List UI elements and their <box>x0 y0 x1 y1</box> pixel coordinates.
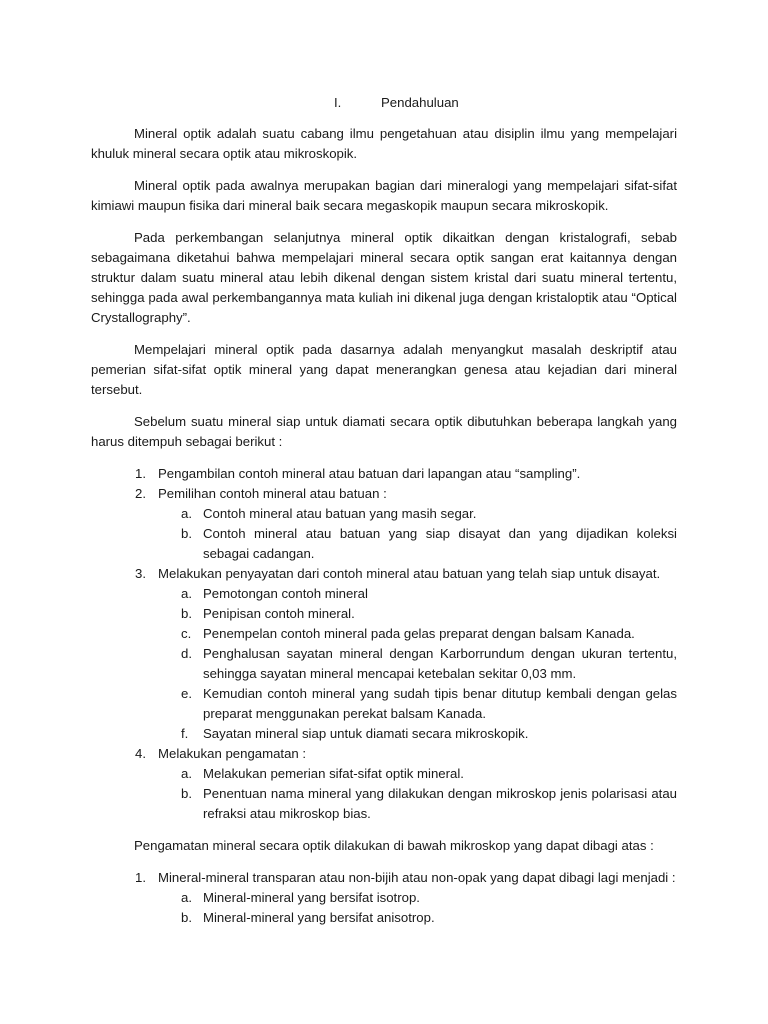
list-item-text: Pengambilan contoh mineral atau batuan dari lapangan atau “sampling”. <box>158 466 581 481</box>
sub-list-item <box>91 624 677 644</box>
paragraph: Mempelajari mineral optik pada dasarnya adalah menyangkut masalah deskriptif atau pemerian sifat-sifat optik mineral yang dapat menerangkan genesa atau kejadian dari mineral tersebut. <box>91 342 677 397</box>
list-marker: 4. <box>135 746 146 761</box>
list-marker: 2. <box>135 486 146 501</box>
list-item-text: Mineral-mineral transparan atau non-bijih atau non-opak yang dapat dibagi lagi menjadi : <box>158 870 676 885</box>
sub-list-item <box>91 504 677 524</box>
paragraph: Mineral optik adalah suatu cabang ilmu pengetahuan atau disiplin ilmu yang mempelajari khuluk mineral secara optik atau mikroskopik. <box>91 126 677 161</box>
document-body <box>91 124 677 940</box>
sub-list-item <box>91 644 677 684</box>
sub-list-item <box>91 684 677 724</box>
sub-list-text: Mineral-mineral yang bersifat anisotrop. <box>203 910 435 925</box>
sub-list-marker: c. <box>181 626 192 641</box>
sub-list-text: Contoh mineral atau batuan yang masih segar. <box>203 506 477 521</box>
list-item-text: Melakukan penyayatan dari contoh mineral atau batuan yang telah siap untuk disayat. <box>158 566 661 581</box>
list-item-text: Pemilihan contoh mineral atau batuan : <box>158 486 387 501</box>
sub-list-item <box>91 908 677 928</box>
sub-list <box>158 504 677 564</box>
sub-list-text: Pemotongan contoh mineral <box>203 586 368 601</box>
sub-list-marker: d. <box>181 646 192 661</box>
list-item <box>91 744 677 824</box>
sub-list-text: Kemudian contoh mineral yang sudah tipis benar ditutup kembali dengan gelas preparat menggunakan perekat balsam Kanada. <box>203 686 677 721</box>
list-item <box>91 484 677 564</box>
sub-list-marker: a. <box>181 586 192 601</box>
observation-list <box>111 868 677 928</box>
sub-list-marker: b. <box>181 910 192 925</box>
sub-list-marker: a. <box>181 506 192 521</box>
sub-list <box>158 584 677 744</box>
list-marker: 1. <box>135 870 146 885</box>
paragraph: Pada perkembangan selanjutnya mineral optik dikaitkan dengan kristalografi, sebab sebagaimana diketahui bahwa mempelajari mineral secara optik sangan erat kaitannya dengan struktur dalam suatu mineral atau lebih dikenal dengan sistem kristal dari suatu mineral tertentu, sehingga pada awal perkembangannya mata kuliah ini dikenal juga dengan kristaloptik atau “Optical Crystallography”. <box>91 230 677 325</box>
sub-list-marker: b. <box>181 606 192 621</box>
sub-list-text: Penipisan contoh mineral. <box>203 606 355 621</box>
list-item-text: Melakukan pengamatan : <box>158 746 307 761</box>
list-item <box>91 564 677 744</box>
sub-list-text: Penempelan contoh mineral pada gelas preparat dengan balsam Kanada. <box>203 626 635 641</box>
sub-list-item <box>91 888 677 908</box>
sub-list <box>158 764 677 824</box>
sub-list-text: Sayatan mineral siap untuk diamati secara mikroskopik. <box>203 726 529 741</box>
sub-list <box>158 888 677 928</box>
sub-list-text: Mineral-mineral yang bersifat isotrop. <box>203 890 420 905</box>
sub-list-marker: b. <box>181 526 192 541</box>
sub-list-marker: e. <box>181 686 192 701</box>
sub-list-item <box>91 524 677 564</box>
sub-list-text: Melakukan pemerian sifat-sifat optik mineral. <box>203 766 464 781</box>
steps-list <box>111 464 677 824</box>
sub-list-item <box>91 604 677 624</box>
paragraph: Pengamatan mineral secara optik dilakukan di bawah mikroskop yang dapat dibagi atas : <box>134 838 654 853</box>
sub-list-marker: b. <box>181 786 192 801</box>
sub-list-item <box>91 724 677 744</box>
sub-list-text: Contoh mineral atau batuan yang siap disayat dan yang dijadikan koleksi sebagai cadangan. <box>203 526 677 561</box>
sub-list-marker: a. <box>181 766 192 781</box>
sub-list-marker: a. <box>181 890 192 905</box>
list-marker: 1. <box>135 466 146 481</box>
sub-list-item <box>91 784 677 824</box>
section-title: Pendahuluan <box>381 95 459 110</box>
list-marker: 3. <box>135 566 146 581</box>
list-item <box>91 868 677 928</box>
paragraph: Sebelum suatu mineral siap untuk diamati secara optik dibutuhkan beberapa langkah yang harus ditempuh sebagai berikut : <box>91 414 677 449</box>
list-item <box>91 464 677 484</box>
sub-list-text: Penentuan nama mineral yang dilakukan dengan mikroskop jenis polarisasi atau refraksi atau mikroskop bias. <box>203 786 677 821</box>
paragraph: Mineral optik pada awalnya merupakan bagian dari mineralogi yang mempelajari sifat-sifat kimiawi maupun fisika dari mineral baik secara megaskopik maupun secara mikroskopik. <box>91 178 677 213</box>
section-heading <box>0 93 768 113</box>
sub-list-marker: f. <box>181 726 189 741</box>
sub-list-item <box>91 764 677 784</box>
section-number: I. <box>334 95 342 110</box>
sub-list-text: Penghalusan sayatan mineral dengan Karborrundum dengan ukuran tertentu, sehingga sayatan mineral mencapai ketebalan sekitar 0,03 mm. <box>203 646 677 681</box>
sub-list-item <box>91 584 677 604</box>
